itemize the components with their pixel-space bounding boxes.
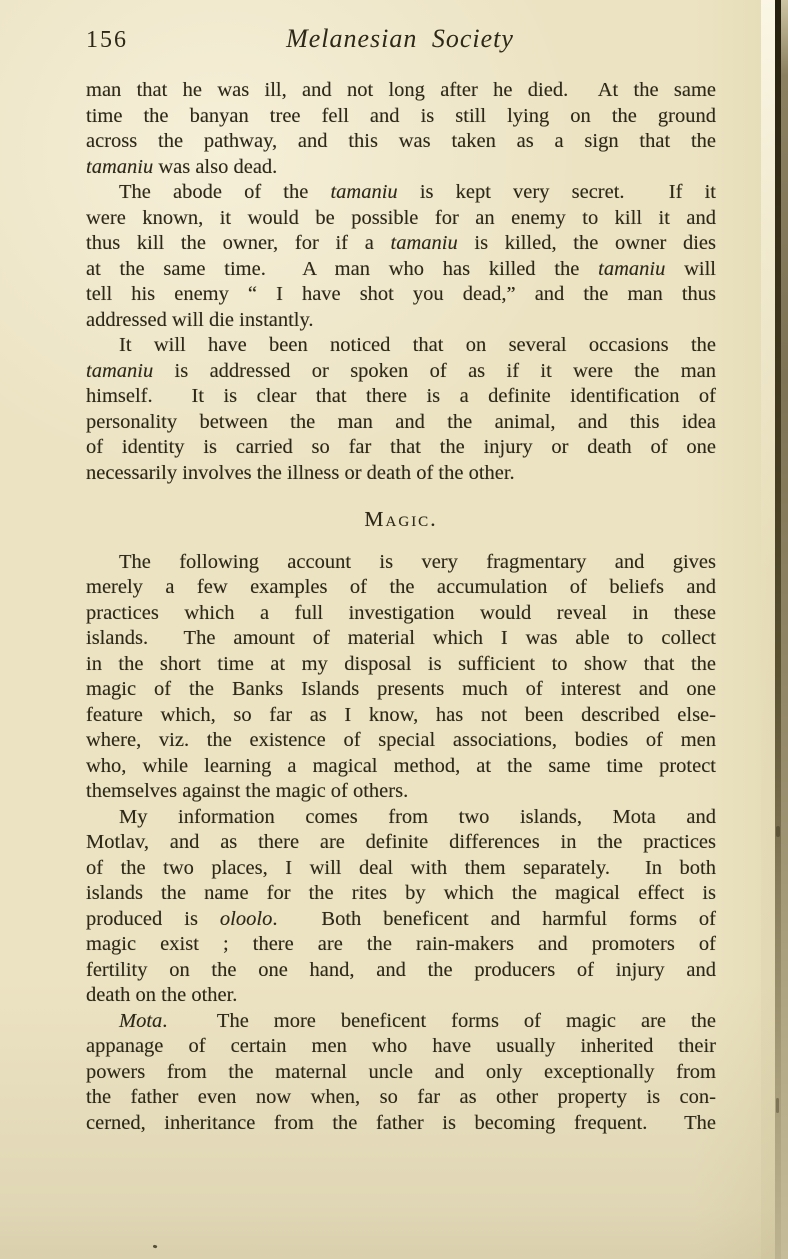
text-line: practices which a full investigation would reveal in these xyxy=(86,601,716,624)
text-line: time the banyan tree fell and is still lying on the ground xyxy=(86,104,716,127)
text-line: merely a few examples of the accumulation of beliefs and xyxy=(86,576,716,598)
text-line: addressed will die instantly. xyxy=(86,308,314,331)
text-line: produced is oloolo. Both beneficent and harmful forms of xyxy=(86,907,716,930)
text-line: tamaniu was also dead. xyxy=(86,155,278,178)
text-line: himself. It is clear that there is a definite identification of xyxy=(86,385,716,407)
text-line: Mota. The more beneficent forms of magic are the xyxy=(119,1009,716,1032)
running-header xyxy=(84,24,716,58)
text-line: were known, it would be possible for an enemy to kill it and xyxy=(86,206,716,229)
text-block xyxy=(86,78,716,1136)
text-line: fertility on the one hand, and the producers of injury and xyxy=(86,958,716,981)
text-line: of identity is carried so far that the injury or death of one xyxy=(86,436,716,458)
text-line: magic exist ; there are the rain-makers and promoters of xyxy=(86,933,716,955)
ink-speck xyxy=(153,1244,158,1248)
text-line: My information comes from two islands, Mota and xyxy=(119,805,716,828)
paragraph xyxy=(86,180,716,333)
text-line: The following account is very fragmentary and gives xyxy=(119,550,716,573)
text-line: necessarily involves the illness or death of the other. xyxy=(86,461,515,484)
section-heading xyxy=(86,507,716,533)
text-line: of the two places, I will deal with them separately. In both xyxy=(86,856,716,879)
text-line: cerned, inheritance from the father is becoming frequent. The xyxy=(86,1111,716,1134)
edge-speck xyxy=(776,1098,779,1113)
running-title: Melanesian Society xyxy=(286,24,514,53)
page-number: 156 xyxy=(86,27,128,53)
text-line: tamaniu is addressed or spoken of as if it were the man xyxy=(86,359,716,382)
paragraph xyxy=(86,333,716,486)
text-line: in the short time at my disposal is sufficient to show that the xyxy=(86,652,716,675)
edge-speck xyxy=(776,826,780,837)
paragraph xyxy=(86,1009,716,1137)
text-line: The abode of the tamaniu is kept very secret. If it xyxy=(119,181,716,203)
text-line: powers from the maternal uncle and only exceptionally from xyxy=(86,1060,716,1083)
text-line: themselves against the magic of others. xyxy=(86,780,409,802)
text-line: at the same time. A man who has killed the tamaniu will xyxy=(86,257,716,280)
text-line: magic of the Banks Islands presents much of interest and one xyxy=(86,678,716,700)
text-line: Magic. xyxy=(364,507,438,531)
text-line: feature which, so far as I know, has not been described else- xyxy=(86,703,716,726)
page-edge-highlight xyxy=(761,0,775,1259)
text-line: islands. The amount of material which I was able to collect xyxy=(86,627,716,649)
text-line: It will have been noticed that on several occasions the xyxy=(119,334,716,356)
text-line: Motlav, and as there are definite differences in the practices xyxy=(86,831,716,853)
text-line: man that he was ill, and not long after he died. At the same xyxy=(86,79,716,101)
text-line: appanage of certain men who have usually inherited their xyxy=(86,1035,716,1057)
text-line: where, viz. the existence of special associations, bodies of men xyxy=(86,729,716,751)
page-edge-outer xyxy=(781,0,788,1259)
text-line: thus kill the owner, for if a tamaniu is killed, the owner dies xyxy=(86,232,716,254)
text-line: who, while learning a magical method, at the same time protect xyxy=(86,754,716,777)
paragraph xyxy=(86,550,716,805)
text-line: across the pathway, and this was taken as a sign that the xyxy=(86,130,716,152)
text-line: tell his enemy “ I have shot you dead,” and the man thus xyxy=(86,283,716,305)
paragraph xyxy=(86,805,716,1009)
text-line: death on the other. xyxy=(86,984,238,1006)
text-line: the father even now when, so far as other property is con- xyxy=(86,1086,716,1108)
text-line: islands the name for the rites by which the magical effect is xyxy=(86,882,716,904)
paragraph xyxy=(86,78,716,180)
text-line: personality between the man and the animal, and this idea xyxy=(86,410,716,433)
